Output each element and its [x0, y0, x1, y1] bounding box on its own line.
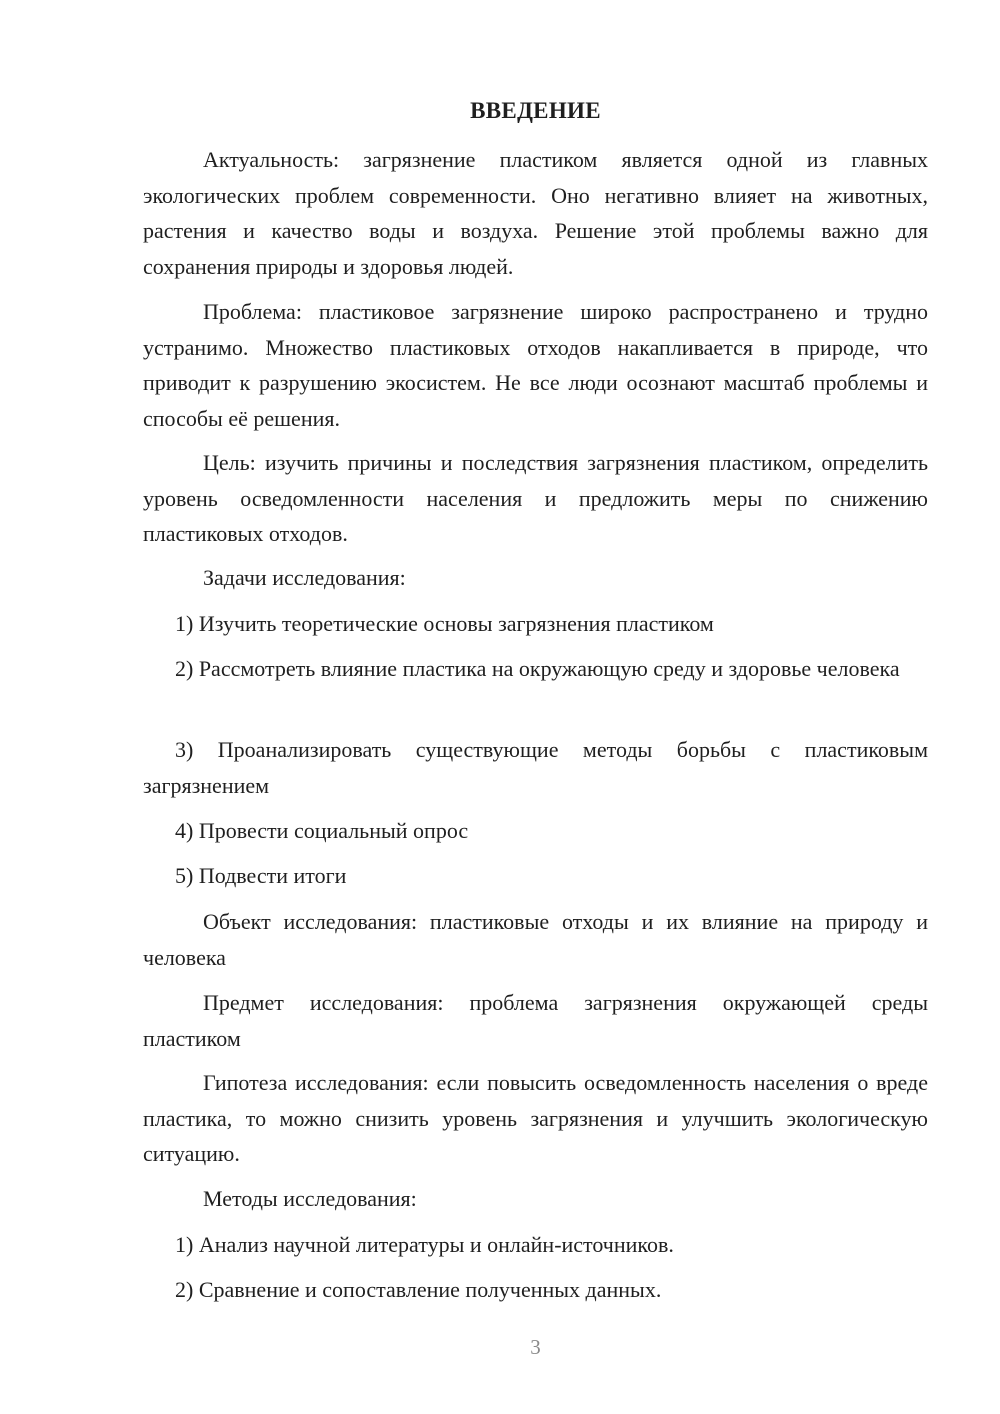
goal-paragraph: Цель: изучить причины и последствия загрязнения пластиком, определить уровень осведомленности населения и предложить меры по снижению пластиковых отходов.	[143, 450, 928, 546]
subject-paragraph: Предмет исследования: проблема загрязнения окружающей среды пластиком	[143, 990, 928, 1051]
method-item-1: 1) Анализ научной литературы и онлайн-источников.	[175, 1232, 674, 1257]
hypothesis-paragraph: Гипотеза исследования: если повысить осведомленность населения о вреде пластика, то можно снизить уровень загрязнения и улучшить экологическую ситуацию.	[143, 1070, 928, 1166]
page-title: ВВЕДЕНИЕ	[470, 98, 601, 123]
problem-paragraph: Проблема: пластиковое загрязнение широко распространено и трудно устранимо. Множество пластиковых отходов накапливается в природе, что приводит к разрушению экосистем. Не все люди осознают масштаб проблемы и способы её решения.	[143, 299, 928, 431]
task-item-3: 3) Проанализировать существующие методы борьбы с пластиковым загрязнением	[143, 737, 928, 798]
task-item-5: 5) Подвести итоги	[175, 863, 347, 888]
page-number: 3	[530, 1335, 541, 1359]
methods-heading: Методы исследования:	[203, 1186, 417, 1211]
object-paragraph: Объект исследования: пластиковые отходы и их влияние на природу и человека	[143, 909, 928, 970]
relevance-paragraph: Актуальность: загрязнение пластиком является одной из главных экологических проблем современности. Оно негативно влияет на животных, растения и качество воды и воздуха. Решение этой проблемы важно для сохранения природы и здоровья людей.	[143, 147, 928, 279]
task-item-2: 2) Рассмотреть влияние пластика на окружающую среду и здоровье человека	[175, 656, 900, 681]
method-item-2: 2) Сравнение и сопоставление полученных данных.	[175, 1277, 662, 1302]
tasks-heading: Задачи исследования:	[203, 565, 406, 590]
task-item-4: 4) Провести социальный опрос	[175, 818, 469, 843]
task-item-1: 1) Изучить теоретические основы загрязнения пластиком	[175, 611, 714, 636]
